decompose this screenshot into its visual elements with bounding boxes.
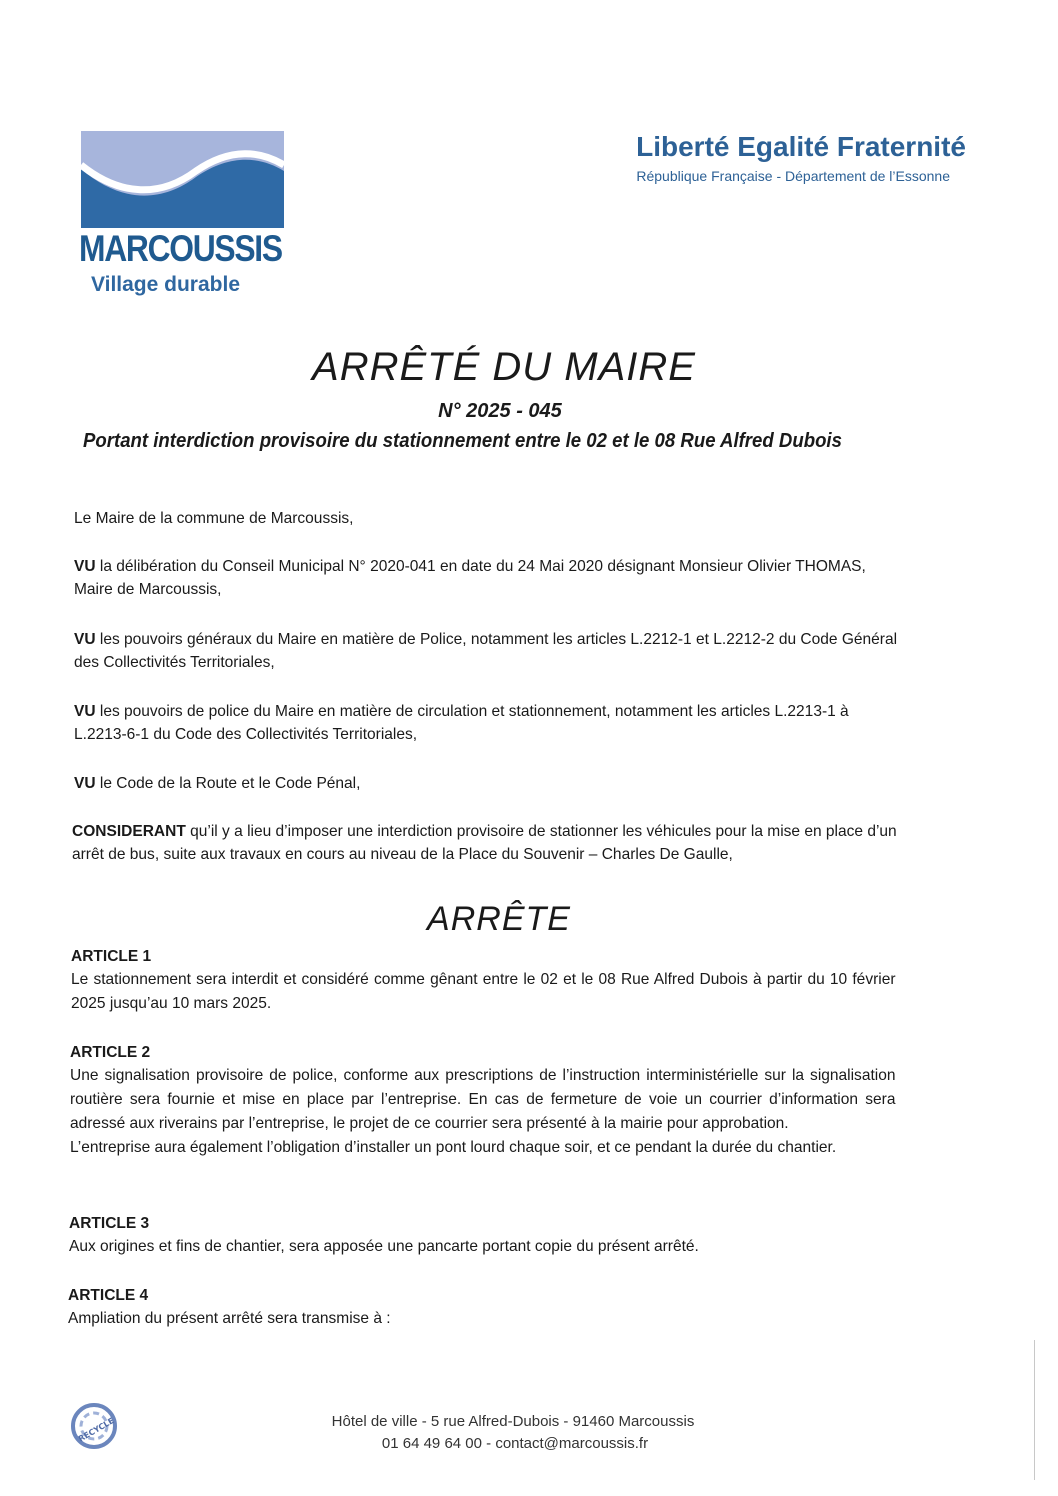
consideration-text: qu’il y a lieu d’imposer une interdiction provisoire de stationner les véhicules pour la mise en place d’un arrêt de bus, suite aux travaux en cours au niveau de la Place du Souvenir – Charles De Gaulle,: [72, 823, 897, 863]
article-text: Ampliation du présent arrêté sera transmise à :: [68, 1310, 391, 1327]
consideration-text: les pouvoirs de police du Maire en matière de circulation et stationnement, notamment les articles L.2213-1 à L.2213-6-1 du Code des Collectivités Territoriales,: [74, 703, 849, 743]
consideration: [74, 772, 900, 795]
article-heading: ARTICLE 1: [71, 948, 152, 965]
article-text: Une signalisation provisoire de police, conforme aux prescriptions de l’instruction interministérielle sur la signalisation routière sera fournie et mise en place par l’entreprise. En cas de fermeture de voie un courrier d’information sera adressé aux riverains par l’entreprise, le projet de ce courrier sera présenté à la mairie pour approbation.: [70, 1067, 896, 1132]
article: [68, 1284, 894, 1331]
article-heading: ARTICLE 3: [69, 1215, 150, 1232]
consideration-lead: CONSIDERANT: [72, 823, 186, 840]
article-text: Aux origines et fins de chantier, sera apposée une pancarte portant copie du présent arrêté.: [69, 1238, 699, 1255]
consideration-lead: VU: [74, 775, 96, 792]
consideration-lead: VU: [74, 631, 96, 648]
document-title: ARRÊTÉ DU MAIRE: [312, 345, 696, 389]
preamble-intro: Le Maire de la commune de Marcoussis,: [74, 510, 354, 527]
logo-tagline: Village durable: [91, 273, 240, 296]
document-number: N° 2025 - 045: [438, 400, 562, 422]
footer-address: Hôtel de ville - 5 rue Alfred-Dubois - 91460 Marcoussis: [331, 1413, 695, 1430]
consideration-lead: VU: [74, 558, 96, 575]
consideration: [74, 628, 900, 674]
decision-heading: ARRÊTE: [427, 900, 571, 938]
document-subject: Portant interdiction provisoire du stationnement entre le 02 et le 08 Rue Alfred Dubois: [83, 430, 842, 452]
article-heading: ARTICLE 4: [68, 1287, 149, 1304]
article-text: L’entreprise aura également l’obligation d’installer un pont lourd chaque soir, et ce pendant la durée du chantier.: [70, 1139, 837, 1156]
article: [69, 1212, 895, 1259]
recycle-label: RECYCLE: [76, 1416, 116, 1444]
consideration: [74, 555, 900, 601]
article: [70, 1041, 895, 1160]
republic-subtitle: République Française - Département de l’Essonne: [636, 168, 950, 184]
consideration: [72, 820, 898, 866]
consideration-lead: VU: [74, 703, 96, 720]
article-text: Le stationnement sera interdit et considéré comme gênant entre le 02 et le 08 Rue Alfred Dubois à partir du 10 février 2025 jusqu’au 10 mars 2025.: [71, 971, 896, 1012]
footer-contact: 01 64 49 64 00 - contact@marcoussis.fr: [381, 1435, 649, 1452]
consideration: [74, 700, 900, 746]
republic-motto: Liberté Egalité Fraternité: [636, 131, 966, 162]
article: [71, 945, 896, 1016]
article-heading: ARTICLE 2: [70, 1044, 151, 1061]
logo-name: MARCOUSSIS: [79, 228, 282, 269]
consideration-text: les pouvoirs généraux du Maire en matière de Police, notamment les articles L.2212-1 et L.2212-2 du Code Général des Collectivités Territoriales,: [74, 631, 898, 671]
scan-edge-line: [1034, 1340, 1035, 1480]
consideration-text: la délibération du Conseil Municipal N° 2020-041 en date du 24 Mai 2020 désignant Monsieur Olivier THOMAS, Maire de Marcoussis,: [74, 558, 866, 598]
consideration-text: le Code de la Route et le Code Pénal,: [95, 775, 361, 792]
marcoussis-logo-wave: [81, 131, 284, 228]
